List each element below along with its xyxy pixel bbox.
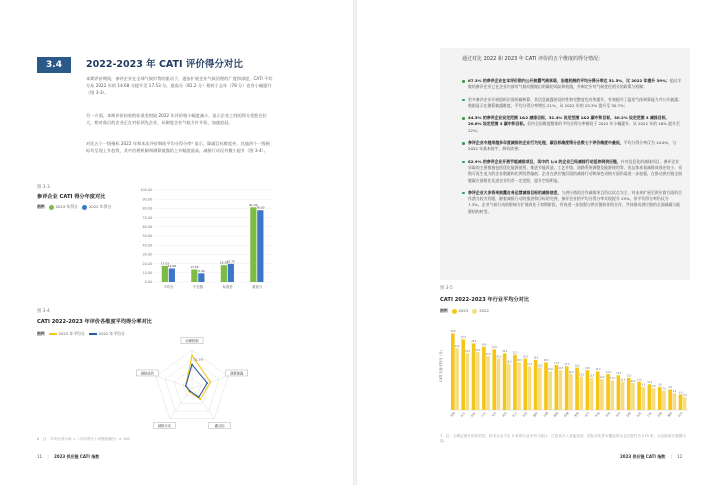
- bar: [528, 366, 532, 410]
- y-tick-label: 100.00: [140, 188, 152, 193]
- bar: [517, 362, 521, 410]
- bar: [221, 265, 227, 282]
- x-tick-label: 包装: [635, 411, 643, 418]
- bar: [569, 374, 573, 410]
- x-tick-label: 金属: [656, 411, 663, 418]
- paragraph-2: 另一方面，本期评价结果的标准差相较 2022 年评价缩小幅度减小，显示企业之间的得分差距在拉大，相对落后的企业正在对标领先企业，从制度企业气候方针开始，加速追赶。: [86, 113, 267, 126]
- bar: [668, 389, 672, 410]
- legend-line-icon: [89, 333, 97, 335]
- radar-point: [191, 364, 193, 366]
- fig33-legend-key: 图例: [37, 204, 45, 209]
- x-tick-label: 化工: [511, 411, 519, 418]
- bar: [610, 380, 614, 410]
- legend-label: 2023 年平均分: [58, 331, 85, 336]
- bar: [513, 355, 517, 410]
- legend-label: 2023: [458, 308, 469, 314]
- bar-value-label: 22.5: [475, 348, 481, 352]
- bar-value-label: 81.20: [249, 202, 258, 207]
- bar-value-label: 17.0: [564, 363, 570, 367]
- summary-bullets: [462, 78, 682, 221]
- fig34-legend-2022: [89, 331, 125, 337]
- bar-value-label: 9.0: [658, 383, 662, 387]
- bar-value-label: 11.0: [636, 378, 642, 382]
- fig34-label: 图 3-4: [37, 309, 50, 314]
- x-tick-label: 塑料: [573, 411, 581, 418]
- x-tick-label: 物流: [594, 411, 601, 418]
- y-tick-label: 60.00: [142, 225, 152, 229]
- right-footer: [620, 454, 682, 460]
- x-tick-label: 最高分: [252, 285, 263, 289]
- bullet-text: 但经全国维度整体的平均分得分率相较于 2022 年小幅提升，从 2022 年的 18% 提升至 22%；: [468, 121, 680, 133]
- bar: [476, 352, 480, 410]
- bar-value-label: 17.53: [160, 261, 169, 266]
- bar-value-label: 14.0: [605, 370, 611, 374]
- fig34-radar-chart: [135, 330, 250, 440]
- page-gutter: [353, 0, 357, 485]
- bar: [455, 348, 459, 410]
- left-footer: [37, 454, 99, 460]
- bullet-item: [462, 97, 682, 110]
- bar: [482, 347, 486, 410]
- paragraph-1: 本期评价期间，参评企业在全球气候形势的驱动下，逐步扩展企业气候治理的广度和深度，CATI 平均分从 2022 年的 14.68 分提升至 17.53 分，最高分（81.2 分）相较于去年（78 分）也有小幅提升（图 3-3）。: [86, 76, 273, 96]
- bullet-text: 针对信息化的减排项目、参评企业采取的主要措施包括优化能源使用、推进节能改造、工艺升级、油路系统调整及能源使用等，但总体来看减排成效还较小，采购可再生电力的企业数量和比例仍然偏低；企业在供应链层面的减排行动和绿色采购方面仍需进一步加强，在推动供应链全面脱碳方面相比先进企业仍有一定差距，提升空间明显。: [468, 158, 682, 183]
- bar: [191, 269, 197, 282]
- bullet-bold: 参评企业大多将来披露自身运营减排目标的减排信息，: [468, 189, 562, 195]
- footer-report-title: 2023 供应链 CATI 指数: [54, 454, 100, 459]
- bullet-text: 更多参评企业开展组织层面的碳核算，其信息披露的及时性和完整度也有所提升，有效提升了温室气体核算能力并公开披露；数据显示在测算披露维度，平均分得分率增长 21%，从 2022 年的 25.3% 提升至 30.7%；: [468, 96, 682, 108]
- section-title: 2022-2023 年 CATI 评价得分对比: [86, 59, 243, 70]
- fig35-label: 图 3-5: [440, 286, 453, 291]
- x-tick-label: 平均分: [163, 285, 174, 289]
- legend-label: 2022 年平均分: [98, 331, 125, 336]
- fig33-title: 参评企业 CATI 得分年度对比: [37, 194, 106, 200]
- fig33-legend-2022: [82, 204, 111, 210]
- bar-value-label: 20.0: [496, 355, 502, 359]
- x-tick-label: 日化: [645, 411, 653, 418]
- bar-value-label: 14.68: [167, 263, 176, 268]
- fig34-title: CATI 2022-2023 年评价各维度平均得分率对比: [37, 319, 152, 325]
- bar-value-label: 6.5: [672, 390, 677, 394]
- bar-value-label: 14.0: [568, 370, 574, 374]
- bar: [631, 383, 635, 410]
- bar-value-label: 22.0: [465, 350, 471, 354]
- legend-swatch-icon: [82, 205, 87, 210]
- bullet-item: [462, 140, 682, 153]
- legend-label: 2023 年得分: [55, 204, 78, 209]
- bar: [257, 210, 263, 282]
- bar-value-label: 15.5: [585, 366, 591, 370]
- bar: [492, 349, 496, 410]
- x-tick-label: 玩具: [676, 411, 684, 418]
- y-tick-label: 50.00: [142, 234, 152, 239]
- footer-divider: |: [670, 454, 672, 459]
- bar: [534, 360, 538, 410]
- x-tick-label: 标准差: [222, 285, 233, 289]
- radar-point: [206, 382, 208, 384]
- bar-value-label: 12.0: [599, 375, 605, 379]
- bar: [590, 378, 594, 410]
- bullet-bold: 参评企业中越来越多年度减排的企业行为处理，碳目标维度得分总数七个评价维度中最低，: [468, 140, 624, 146]
- bullet-bold: 44.5% 的参评企业设定范围 1&2 减排目标，31.4% 设定范围 1&2 碳中和目标，30.2% 设定范围 3 减排目标，20.6% 设定范围 3 碳中和目标。: [468, 115, 670, 127]
- bar-value-label: 8.5: [652, 384, 656, 388]
- bar-value-label: 18.5: [543, 359, 549, 363]
- fig35-bar-chart: [438, 316, 693, 428]
- fig35-legend-2023: [452, 308, 469, 314]
- x-tick-label: 印刷: [542, 411, 550, 418]
- bar: [497, 359, 501, 410]
- bullet-item: [462, 115, 682, 134]
- y-axis-label: CATI 行业平均分（分）: [439, 348, 443, 382]
- legend-line-icon: [49, 333, 57, 335]
- radar-category-label: 减排成效: [140, 371, 154, 376]
- bar-value-label: 29.8: [450, 330, 456, 334]
- fig35-title: CATI 2022-2023 年行业平均分对比: [440, 297, 530, 303]
- radar-category-label: 减排行动: [157, 424, 171, 429]
- page-number: 11: [37, 454, 43, 459]
- bar-value-label: 15.0: [595, 368, 601, 372]
- bar: [169, 268, 175, 282]
- bar-value-label: 12.5: [626, 374, 632, 378]
- bar-value-label: 24.6: [481, 343, 487, 347]
- bar-value-label: 17.0: [527, 363, 533, 367]
- bar-value-label: 6.0: [679, 391, 683, 395]
- bullet-text: 平均分得分率仅为 10.6%，与 2022 年基本持平，鲜有改善；: [468, 140, 677, 152]
- fig34-legend: [37, 331, 125, 337]
- bar-value-label: 11.0: [620, 378, 626, 382]
- y-tick-label: 0.00: [144, 280, 152, 285]
- legend-swatch-icon: [472, 309, 477, 314]
- bar: [198, 273, 204, 282]
- x-tick-label: 钢铁: [552, 411, 560, 418]
- bar: [683, 397, 687, 410]
- footer-divider: |: [47, 454, 49, 459]
- legend-swatch-icon: [452, 309, 457, 314]
- y-tick-label: 20.00: [142, 261, 152, 266]
- y-tick-label: 90.00: [142, 197, 152, 202]
- bar-value-label: 18.5: [516, 359, 522, 363]
- bar-value-label: 21.0: [485, 352, 491, 356]
- bar-value-label: 16.5: [537, 364, 543, 368]
- bar: [162, 266, 168, 282]
- bar: [662, 391, 666, 410]
- bar: [579, 377, 583, 410]
- fig35-legend-2022: [472, 308, 489, 314]
- x-tick-label: 中位数: [193, 285, 204, 289]
- bar-value-label: 22.0: [502, 350, 508, 354]
- radar-point: [210, 381, 212, 383]
- fig33-bar-chart: [130, 186, 280, 292]
- fig35-legend: [440, 308, 489, 314]
- x-tick-label: 汽车: [480, 411, 487, 418]
- bar: [466, 353, 470, 410]
- bar-value-label: 24.0: [454, 345, 460, 349]
- x-tick-label: 光伏: [490, 411, 498, 418]
- bar-value-label: 11.5: [610, 377, 615, 381]
- bullet-item: [462, 159, 682, 184]
- bar-value-label: 13.59: [190, 264, 199, 269]
- y-tick-label: 70.00: [142, 215, 152, 220]
- y-tick-label: 80.00: [142, 206, 152, 211]
- fig34-legend-2023: [49, 331, 85, 337]
- bar: [641, 387, 645, 410]
- page-number: 12: [677, 454, 683, 459]
- bullet-text: 与供应商的合作减排项目仍以试点为主，对未来扩展至供应商方面的合作潜力较为有限，随着减排行动的推进和目标的完善，参评企业的平均分得分率实现提升 25%，但平均得分率仍仅为 7.3%，企业气候行动的影响力扩展尚处于初期阶段，有待进一步加强与供应链伙伴的合作，共同推动供应链的全面减碳与能源结构转型。: [468, 189, 682, 214]
- radar-category-label: 测算披露: [230, 371, 244, 376]
- x-tick-label: 纺织: [469, 411, 477, 418]
- fig33-legend: [37, 204, 111, 210]
- x-tick-label: 家电: [604, 411, 612, 418]
- x-tick-label: 电子: [459, 411, 467, 418]
- radar-category-label: 碳目标: [214, 424, 225, 429]
- bar-value-label: 5.0: [683, 393, 687, 397]
- bar-value-label: 18.28: [219, 260, 228, 265]
- bar: [548, 371, 552, 410]
- bar-value-label: 15.5: [558, 366, 564, 370]
- bullet-item: [462, 190, 682, 215]
- radar-point: [185, 385, 187, 387]
- radar-point: [199, 398, 201, 400]
- bullet-text: 超过半数的参评企业已在企业内部对气候问题做出明确的风险和机遇，并制定应对气候变化相关的政策与机制；: [468, 78, 682, 90]
- bar: [228, 264, 234, 282]
- fig35-legend-key: 图例: [440, 308, 448, 313]
- bar-value-label: 13.0: [578, 373, 584, 377]
- x-tick-label: 其他: [449, 411, 456, 418]
- legend-label: 2022 年得分: [88, 204, 112, 209]
- x-tick-label: 造纸: [625, 411, 632, 418]
- bar: [250, 207, 256, 282]
- radar-point: [189, 390, 191, 392]
- bar: [559, 370, 563, 410]
- bar-value-label: 19.75: [226, 259, 235, 264]
- bar: [538, 368, 542, 410]
- bar-value-label: 13.5: [616, 372, 622, 376]
- x-tick-label: 食品: [501, 411, 508, 418]
- bar-value-label: 8.0: [668, 386, 673, 390]
- bar: [672, 393, 676, 410]
- legend-label: 2022: [479, 308, 489, 314]
- bar: [555, 365, 559, 410]
- y-tick-label: 40.00: [142, 243, 152, 248]
- radar-value-label: 51.5%: [194, 357, 204, 362]
- bullet-bold: 67.3% 的参评企业在本评价期内公开披露气候承诺，治理机制的平均分得分率达 51.5%，比 2022 年提升 39%；: [468, 78, 670, 83]
- bar-value-label: 25.9: [471, 340, 477, 344]
- bar: [472, 343, 476, 410]
- x-tick-label: 建材: [532, 411, 539, 418]
- bar-value-label: 17.5: [554, 361, 560, 365]
- y-tick-label: 10.00: [142, 271, 152, 275]
- bar-value-label: 19.5: [533, 356, 539, 360]
- footer-report-title: 2023 供应链 CATI 指数: [620, 454, 666, 459]
- radar-point: [198, 396, 200, 398]
- bar: [507, 364, 511, 410]
- x-tick-label: 家具: [614, 411, 622, 418]
- paragraph-3: 对比五个一级指标 2022 年和本次评价期间平均分得分率⁶ 显示，除碳目标维度外，其他四个一级指标均呈现上升趋势，其中治理机制和测算披露的上升幅度最高，减排行动仅有微小提升（图 3-4）。: [86, 141, 270, 154]
- x-tick-label: 电气: [583, 411, 591, 418]
- bar-value-label: 9.46: [198, 268, 205, 273]
- right-footnote: 7 注：为保证统计的有效性，样本企业不足 5 家的行业未列入统计，已将其归入其他类别，实际对比样本覆盖的企业总数约为 570 家，以实际统计数据为准。: [440, 434, 686, 443]
- bar-value-label: 10.0: [647, 381, 653, 385]
- legend-swatch-icon: [49, 205, 54, 210]
- bar-value-label: 23.6: [492, 346, 497, 350]
- bar-value-label: 12.5: [589, 374, 595, 378]
- y-tick-label: 30.00: [142, 252, 152, 257]
- bar-value-label: 18.0: [506, 360, 512, 364]
- bar: [523, 359, 527, 410]
- bar: [658, 387, 662, 410]
- bar-value-label: 20.0: [523, 355, 528, 359]
- summary-title: 通过对比 2022 和 2023 年 CATI 评价的五个维度的得分情况：: [462, 56, 604, 62]
- bar-value-label: 16.5: [574, 364, 580, 368]
- radar-point: [191, 354, 193, 356]
- bar-value-label: 27.5: [461, 336, 466, 340]
- bar-value-label: 10.5: [630, 379, 636, 383]
- bullet-item: [462, 78, 682, 91]
- bar: [486, 356, 490, 410]
- bar: [600, 379, 604, 410]
- bar-value-label: 7.5: [662, 387, 666, 391]
- bar: [637, 382, 641, 410]
- section-number-badge: 3.4: [37, 57, 71, 73]
- x-tick-label: 机械: [563, 411, 570, 418]
- bar: [652, 388, 656, 410]
- bar-value-label: 15.0: [547, 368, 553, 372]
- fig33-legend-2023: [49, 204, 78, 210]
- bullet-bold: 82.9% 的参评企业开展节能减排项目，其中约 1/4 的企业已经减排行动延伸到供应链，: [468, 158, 621, 164]
- bar: [621, 382, 625, 410]
- bar: [648, 384, 652, 410]
- radar-category-label: 治理机制: [185, 339, 199, 344]
- bar: [679, 395, 683, 410]
- bar-value-label: 9.0: [641, 383, 646, 387]
- bar-value-label: 21.5: [512, 351, 518, 355]
- x-tick-label: 医药: [521, 411, 529, 418]
- fig34-legend-key: 图例: [37, 331, 45, 336]
- left-footnote: 6 注：平均分得分率 =（平均得分 / 该维度满分）× 100: [37, 437, 130, 441]
- fig33-label: 图 3-3: [37, 185, 50, 190]
- x-tick-label: 橡胶: [666, 411, 674, 418]
- bar-value-label: 78.00: [256, 205, 265, 210]
